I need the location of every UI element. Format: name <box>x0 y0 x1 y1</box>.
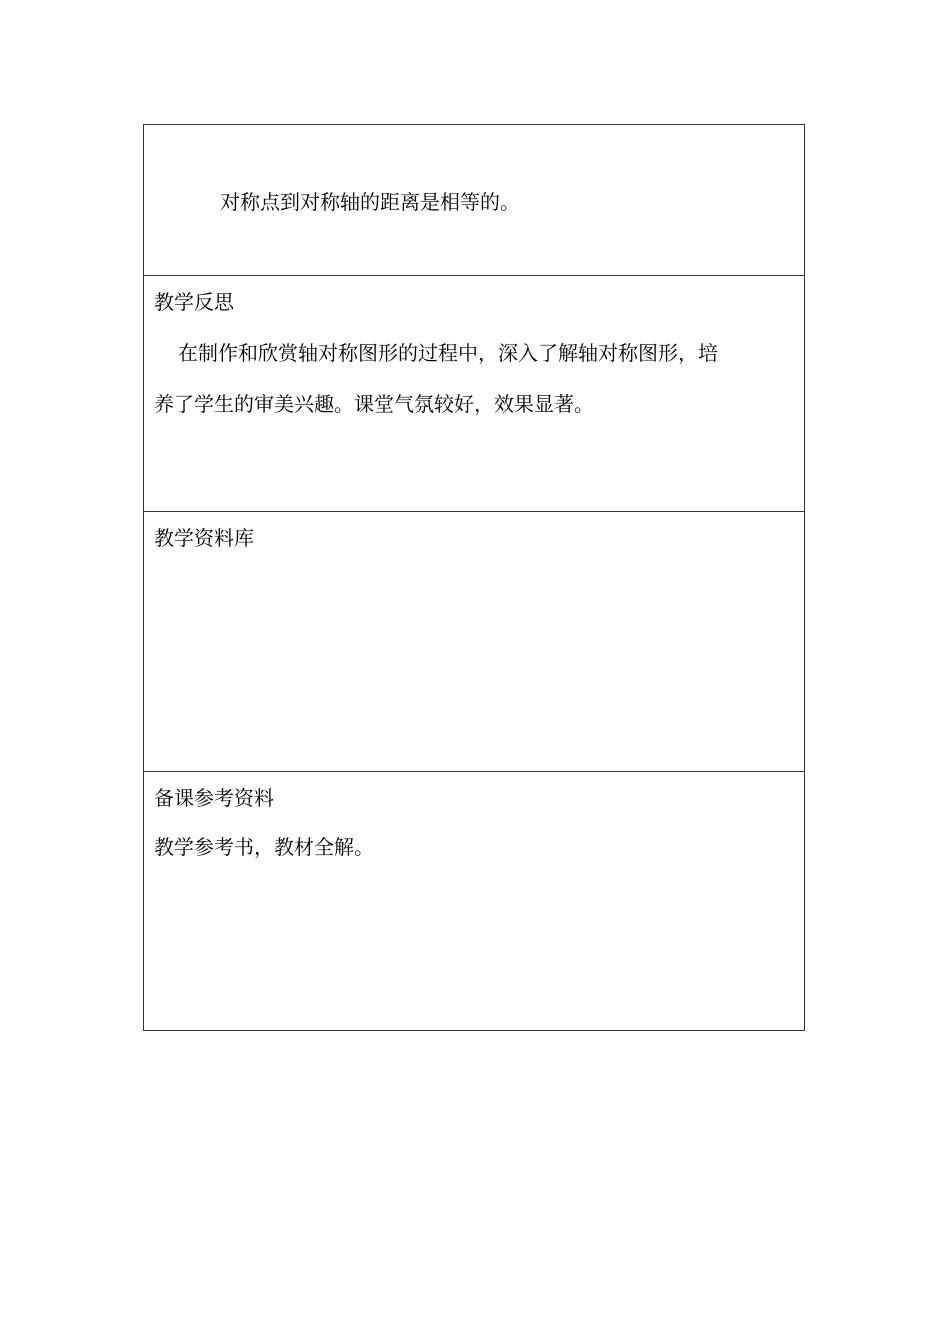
table-row-teaching-reflection <box>144 275 804 511</box>
table-row-teaching-resources <box>144 511 804 771</box>
section-heading-reference-materials: 备课参考资料 <box>154 786 274 810</box>
table-row-reference-materials <box>144 771 804 1030</box>
lesson-plan-table <box>143 124 805 1031</box>
table-row-summary <box>144 125 804 275</box>
reference-materials-text: 教学参考书，教材全解。 <box>154 835 374 859</box>
section-heading-teaching-reflection: 教学反思 <box>154 290 234 314</box>
section-heading-teaching-resources: 教学资料库 <box>154 526 254 550</box>
reflection-text-line-1: 在制作和欣赏轴对称图形的过程中，深入了解轴对称图形，培 <box>178 341 718 365</box>
reflection-text-line-2: 养了学生的审美兴趣。课堂气氛较好，效果显著。 <box>154 392 594 416</box>
summary-text: 对称点到对称轴的距离是相等的。 <box>220 190 520 214</box>
